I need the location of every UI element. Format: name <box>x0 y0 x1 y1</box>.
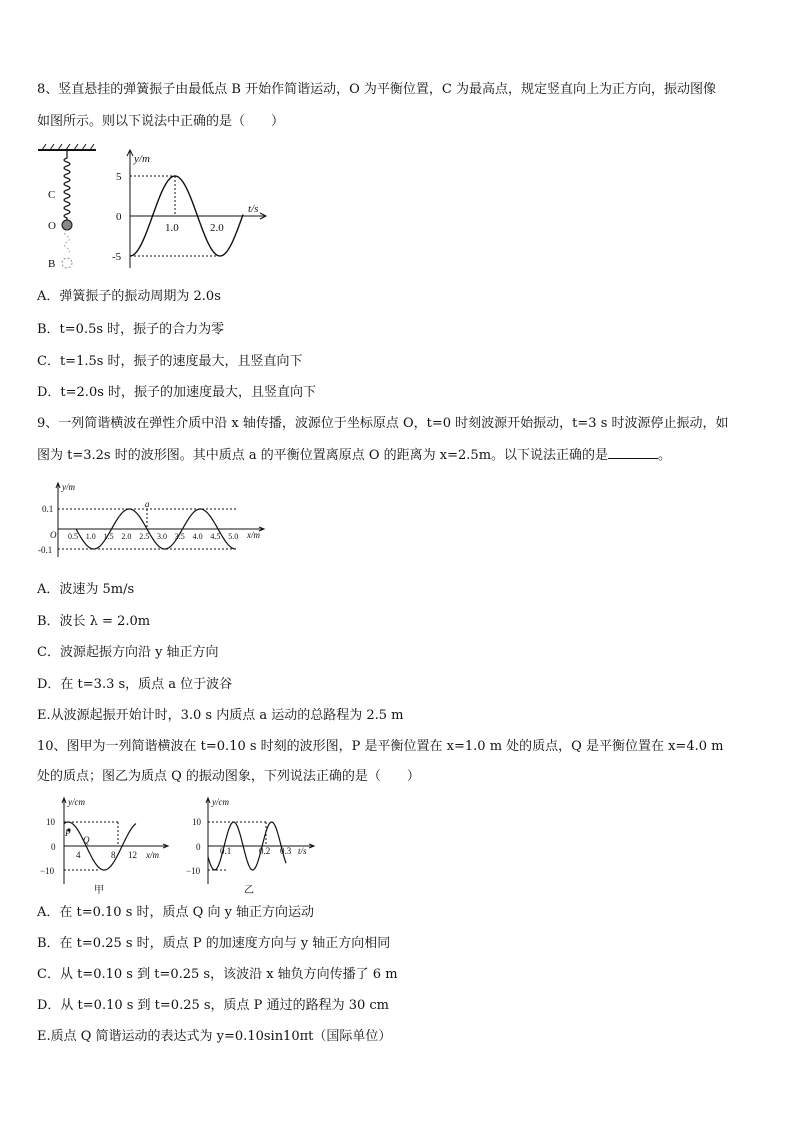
y-axis-label: y/cm <box>68 797 85 807</box>
x-tick-label: 1.5 <box>103 532 114 541</box>
x-tick-4: 4 <box>76 850 81 860</box>
q10-option-c: C．从 t=0.10 s 到 t=0.25 s，该波沿 x 轴负方向传播了 6 m <box>37 967 398 982</box>
y-tick-minus01: -0.1 <box>38 545 53 555</box>
caption-jia: 甲 <box>94 885 104 896</box>
y-tick-5: 5 <box>116 171 122 183</box>
q8-stem-line2: 如图所示。则以下说法中正确的是（ ） <box>37 114 285 129</box>
ceiling <box>38 144 96 150</box>
q8-option-d: D．t=2.0s 时，振子的加速度最大，且竖直向下 <box>37 385 317 400</box>
q10-option-e: E.质点 Q 简谐运动的表达式为 y=0.10sin10πt（国际单位） <box>37 1029 392 1044</box>
x-axis-label: x/m <box>247 530 260 540</box>
origin-label: O <box>50 530 57 540</box>
y-axis-label: y/cm <box>212 797 229 807</box>
q10-option-a: A．在 t=0.10 s 时，质点 Q 向 y 轴正方向运动 <box>37 905 315 920</box>
caption-yi: 乙 <box>244 885 254 896</box>
lowest-point-ball <box>62 258 72 268</box>
y-tick-minus5: -5 <box>112 251 122 263</box>
q8-option-b: B．t=0.5s 时，振子的合力为零 <box>37 322 225 337</box>
answer-blank <box>608 446 658 459</box>
q9-option-e: E.从波源起振开始计时，3.0 s 内质点 a 运动的总路程为 2.5 m <box>37 708 404 723</box>
q9-option-c: C．波源起振方向沿 y 轴正方向 <box>37 645 219 660</box>
q9-option-a: A．波速为 5m/s <box>37 582 135 597</box>
q8-stem-line1: 8、竖直悬挂的弹簧振子由最低点 B 开始作简谐运动，O 为平衡位置，C 为最高点，规定竖直向上为正方向，振动图像 <box>37 82 716 97</box>
t-tick-1: 1.0 <box>165 222 179 234</box>
q9-figure <box>36 479 268 559</box>
x-tick-label: 0.5 <box>68 532 78 541</box>
q10-graph-yi <box>186 794 326 896</box>
label-c: C <box>48 189 56 201</box>
x-tick-8: 8 <box>111 850 116 860</box>
x-tick-label: 5.0 <box>228 532 239 541</box>
x-tick-label: 2.0 <box>121 532 132 541</box>
point-a-label: a <box>145 499 150 509</box>
x-tick-label: 2.5 <box>139 532 150 541</box>
y-tick-minus10: −10 <box>40 866 55 876</box>
t-tick-03: 0.3 <box>280 846 292 856</box>
point-q-label: Q <box>83 835 90 845</box>
q10-graph-jia <box>36 794 176 896</box>
q8-graph <box>112 150 266 268</box>
q10-stem-line2: 处的质点；图乙为质点 Q 的振动图象，下列说法正确的是（ ） <box>37 769 420 784</box>
t-axis-label: t/s <box>298 846 307 856</box>
x-axis-label: x/m <box>146 850 159 860</box>
q9-stem-end: 。 <box>658 448 672 463</box>
y-tick-0: 0 <box>116 211 122 223</box>
y-tick-0: 0 <box>51 842 56 852</box>
t-tick-01: 0.1 <box>220 846 232 856</box>
y-tick-minus10: −10 <box>186 866 201 876</box>
x-tick-label: 4.5 <box>210 532 221 541</box>
t-tick-2: 2.0 <box>210 222 224 234</box>
spring-extension <box>65 230 70 254</box>
q10-stem-line1: 10、图甲为一列简谐横波在 t=0.10 s 时刻的波形图，P 是平衡位置在 x=1.0 m 处的质点，Q 是平衡位置在 x=4.0 m <box>37 739 724 754</box>
y-tick-10: 10 <box>46 817 55 827</box>
y-tick-10: 10 <box>192 817 201 827</box>
q9-stem-line1: 9、一列简谐横波在弹性介质中沿 x 轴传播，波源位于坐标原点 O，t=0 时刻波源开始振动，t=3 s 时波源停止振动，如 <box>37 416 729 431</box>
q9-option-b: B．波长 λ = 2.0m <box>37 614 151 629</box>
q10-option-b: B．在 t=0.25 s 时，质点 P 的加速度方向与 y 轴正方向相同 <box>37 936 391 951</box>
x-tick-label: 4.0 <box>192 532 203 541</box>
q9-stem-text: 图为 t=3.2s 时的波形图。其中质点 a 的平衡位置离原点 O 的距离为 x=2.5m。以下说法正确的是 <box>37 448 609 463</box>
y-axis-label: y/m <box>62 482 75 492</box>
q8-figure <box>36 140 276 274</box>
y-tick-01: 0.1 <box>42 504 54 514</box>
x-tick-12: 12 <box>128 850 137 860</box>
q8-option-a: A．弹簧振子的振动周期为 2.0s <box>37 289 221 304</box>
x-tick-label: 1.0 <box>85 532 96 541</box>
label-b: B <box>48 258 56 270</box>
y-tick-0: 0 <box>196 842 201 852</box>
q9-option-d: D．在 t=3.3 s，质点 a 位于波谷 <box>37 677 233 692</box>
spring <box>64 150 70 220</box>
y-axis-label: y/m <box>134 153 150 165</box>
point-p-label: P <box>65 828 71 838</box>
q9-stem-line2 <box>37 446 671 466</box>
x-tick-label: 3.5 <box>174 532 185 541</box>
q8-option-c: C．t=1.5s 时，振子的速度最大，且竖直向下 <box>37 354 303 369</box>
oscillator-ball <box>62 220 72 230</box>
x-tick-label: 3.0 <box>157 532 167 541</box>
t-tick-02: 0.2 <box>259 846 271 856</box>
label-o: O <box>48 220 56 232</box>
q10-option-d: D．从 t=0.10 s 到 t=0.25 s，质点 P 通过的路程为 30 cm <box>37 998 389 1013</box>
t-axis-label: t/s <box>248 203 259 215</box>
